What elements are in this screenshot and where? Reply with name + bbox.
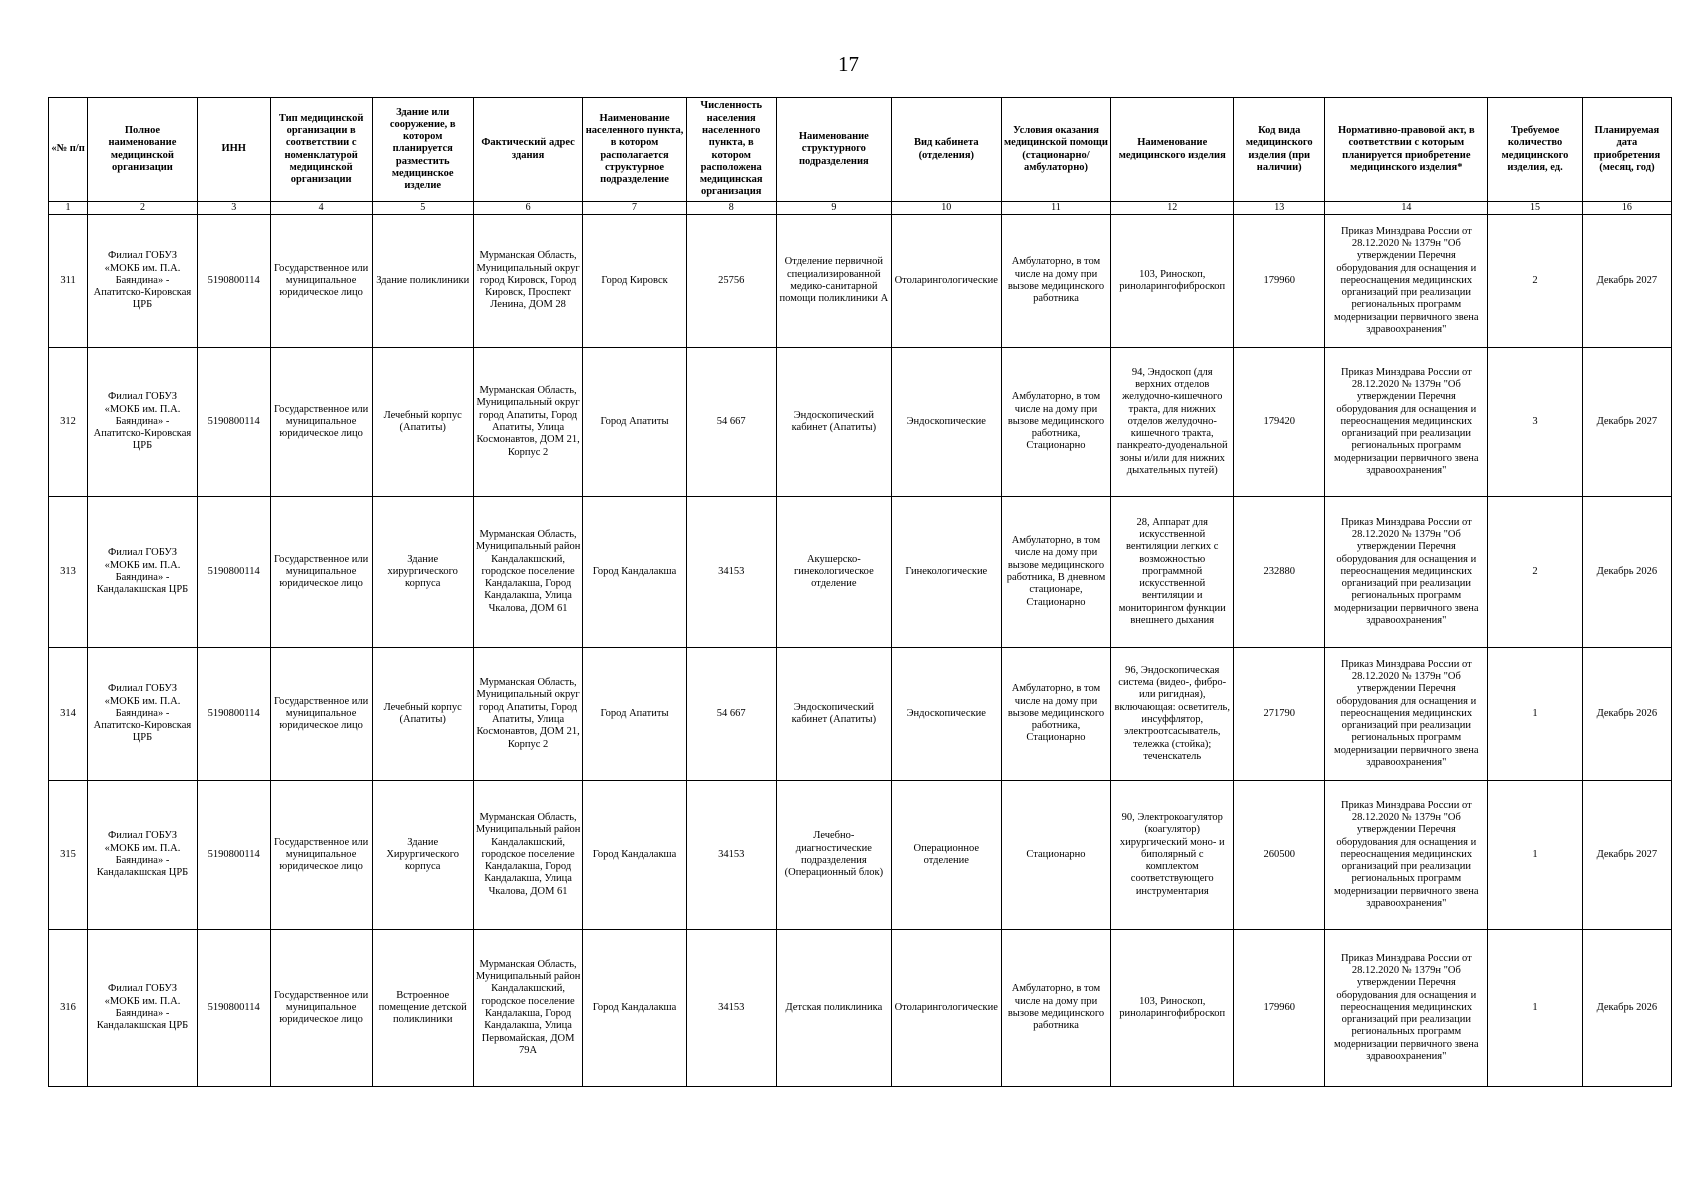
legal-act: Приказ Минздрава России от 28.12.2020 № 1379н "Об утверждении Перечня оборудования для оснащения и переоснащения медицинских организаций при реализации региональных программ модернизации первичного звена здравоохранения" [1325, 348, 1488, 497]
cabinet-type: Гинекологические [891, 497, 1001, 648]
org-type: Государственное или муниципальное юридическое лицо [270, 648, 372, 781]
care-conditions: Амбулаторно, в том числе на дому при вызове медицинского работника, Стационарно [1001, 348, 1111, 497]
quantity: 2 [1488, 215, 1583, 348]
legal-act: Приказ Минздрава России от 28.12.2020 № 1379н "Об утверждении Перечня оборудования для оснащения и переоснащения медицинских организаций при реализации региональных программ модернизации первичного звена здравоохранения" [1325, 497, 1488, 648]
device-code: 232880 [1234, 497, 1325, 648]
legal-act: Приказ Минздрава России от 28.12.2020 № 1379н "Об утверждении Перечня оборудования для оснащения и переоснащения медицинских организаций при реализации региональных программ модернизации первичного звена здравоохранения" [1325, 930, 1488, 1087]
care-conditions: Амбулаторно, в том числе на дому при вызове медицинского работника [1001, 215, 1111, 348]
purchase-date: Декабрь 2026 [1582, 648, 1671, 781]
header-cell: Планируемая дата приобретения (месяц, год) [1582, 98, 1671, 202]
header-cell: Тип медицинской организации в соответствии с номенклатурой медицинской организации [270, 98, 372, 202]
column-number: 6 [473, 202, 583, 215]
header-cell: ИНН [197, 98, 270, 202]
column-number-row [49, 202, 1672, 215]
column-number: 7 [583, 202, 686, 215]
population: 25756 [686, 215, 776, 348]
locality: Город Апатиты [583, 348, 686, 497]
org-name: Филиал ГОБУЗ «МОКБ им. П.А. Баяндина» - Апатитско-Кировская ЦРБ [88, 648, 198, 781]
device-code: 179960 [1234, 930, 1325, 1087]
row-number: 311 [49, 215, 88, 348]
org-name: Филиал ГОБУЗ «МОКБ им. П.А. Баяндина» - Кандалакшская ЦРБ [88, 930, 198, 1087]
column-number: 5 [372, 202, 473, 215]
row-number: 315 [49, 781, 88, 930]
row-number: 313 [49, 497, 88, 648]
org-name: Филиал ГОБУЗ «МОКБ им. П.А. Баяндина» - Апатитско-Кировская ЦРБ [88, 215, 198, 348]
column-number: 2 [88, 202, 198, 215]
row-number: 312 [49, 348, 88, 497]
legal-act: Приказ Минздрава России от 28.12.2020 № 1379н "Об утверждении Перечня оборудования для оснащения и переоснащения медицинских организаций при реализации региональных программ модернизации первичного звена здравоохранения" [1325, 648, 1488, 781]
header-cell: Наименование медицинского изделия [1111, 98, 1234, 202]
header-cell: Наименование структурного подразделения [776, 98, 891, 202]
header-cell: «№ п/п [49, 98, 88, 202]
column-number: 12 [1111, 202, 1234, 215]
column-number: 14 [1325, 202, 1488, 215]
device-code: 271790 [1234, 648, 1325, 781]
device-name: 103, Риноскоп, риноларингофиброскоп [1111, 930, 1234, 1087]
header-cell: Нормативно-правовой акт, в соответствии с которым планируется приобретение медицинского изделия* [1325, 98, 1488, 202]
device-name: 103, Риноскоп, риноларингофиброскоп [1111, 215, 1234, 348]
building: Здание Хирургического корпуса [372, 781, 473, 930]
device-code: 260500 [1234, 781, 1325, 930]
legal-act: Приказ Минздрава России от 28.12.2020 № 1379н "Об утверждении Перечня оборудования для оснащения и переоснащения медицинских организаций при реализации региональных программ модернизации первичного звена здравоохранения" [1325, 781, 1488, 930]
column-number: 3 [197, 202, 270, 215]
row-number: 316 [49, 930, 88, 1087]
device-name: 90, Электрокоагулятор (коагулятор) хирургический моно- и биполярный с комплектом соответствующего инструментария [1111, 781, 1234, 930]
locality: Город Апатиты [583, 648, 686, 781]
table-row [49, 930, 1672, 1087]
org-type: Государственное или муниципальное юридическое лицо [270, 348, 372, 497]
quantity: 1 [1488, 930, 1583, 1087]
locality: Город Кандалакша [583, 781, 686, 930]
structural-unit: Акушерско-гинекологическое отделение [776, 497, 891, 648]
legal-act: Приказ Минздрава России от 28.12.2020 № 1379н "Об утверждении Перечня оборудования для оснащения и переоснащения медицинских организаций при реализации региональных программ модернизации первичного звена здравоохранения" [1325, 215, 1488, 348]
column-number: 15 [1488, 202, 1583, 215]
care-conditions: Амбулаторно, в том числе на дому при вызове медицинского работника [1001, 930, 1111, 1087]
inn: 5190800114 [197, 781, 270, 930]
structural-unit: Детская поликлиника [776, 930, 891, 1087]
column-number: 10 [891, 202, 1001, 215]
address: Мурманская Область, Муниципальный округ город Апатиты, Город Апатиты, Улица Космонавтов, ДОМ 21, Корпус 2 [473, 648, 583, 781]
header-cell: Численность населения населенного пункта, в котором расположена медицинская организация [686, 98, 776, 202]
structural-unit: Отделение первичной специализированной медико-санитарной помощи поликлиники А [776, 215, 891, 348]
building: Здание поликлиники [372, 215, 473, 348]
purchase-date: Декабрь 2026 [1582, 497, 1671, 648]
column-number: 8 [686, 202, 776, 215]
header-cell: Наименование населенного пункта, в котором располагается структурное подразделение [583, 98, 686, 202]
table-row [49, 497, 1672, 648]
cabinet-type: Эндоскопические [891, 348, 1001, 497]
building: Здание хирургического корпуса [372, 497, 473, 648]
org-type: Государственное или муниципальное юридическое лицо [270, 930, 372, 1087]
column-number: 9 [776, 202, 891, 215]
cabinet-type: Операционное отделение [891, 781, 1001, 930]
column-number: 1 [49, 202, 88, 215]
population: 54 667 [686, 348, 776, 497]
inn: 5190800114 [197, 497, 270, 648]
column-number: 11 [1001, 202, 1111, 215]
purchase-date: Декабрь 2027 [1582, 215, 1671, 348]
column-number: 4 [270, 202, 372, 215]
address: Мурманская Область, Муниципальный район Кандалакшский, городское поселение Кандалакша, Город Кандалакша, Улица Чкалова, ДОМ 61 [473, 497, 583, 648]
header-row [49, 98, 1672, 202]
structural-unit: Эндоскопический кабинет (Апатиты) [776, 648, 891, 781]
quantity: 1 [1488, 781, 1583, 930]
quantity: 1 [1488, 648, 1583, 781]
population: 34153 [686, 781, 776, 930]
org-type: Государственное или муниципальное юридическое лицо [270, 497, 372, 648]
org-type: Государственное или муниципальное юридическое лицо [270, 781, 372, 930]
row-number: 314 [49, 648, 88, 781]
purchase-date: Декабрь 2026 [1582, 930, 1671, 1087]
locality: Город Кандалакша [583, 930, 686, 1087]
org-name: Филиал ГОБУЗ «МОКБ им. П.А. Баяндина» - Апатитско-Кировская ЦРБ [88, 348, 198, 497]
care-conditions: Амбулаторно, в том числе на дому при вызове медицинского работника, Стационарно [1001, 648, 1111, 781]
page-number: 17 [838, 52, 859, 76]
population: 34153 [686, 497, 776, 648]
header-cell: Здание или сооружение, в котором планируется разместить медицинское изделие [372, 98, 473, 202]
header-cell: Фактический адрес здания [473, 98, 583, 202]
table-row [49, 215, 1672, 348]
cabinet-type: Отоларингологические [891, 215, 1001, 348]
header-cell: Код вида медицинского изделия (при наличии) [1234, 98, 1325, 202]
building: Лечебный корпус (Апатиты) [372, 648, 473, 781]
column-number: 13 [1234, 202, 1325, 215]
table-row [49, 781, 1672, 930]
header-cell: Полное наименование медицинской организации [88, 98, 198, 202]
inn: 5190800114 [197, 215, 270, 348]
address: Мурманская Область, Муниципальный район Кандалакшский, городское поселение Кандалакша, Город Кандалакша, Улица Первомайская, ДОМ 79А [473, 930, 583, 1087]
locality: Город Кандалакша [583, 497, 686, 648]
inn: 5190800114 [197, 648, 270, 781]
structural-unit: Лечебно-диагностические подразделения (Операционный блок) [776, 781, 891, 930]
device-code: 179420 [1234, 348, 1325, 497]
device-code: 179960 [1234, 215, 1325, 348]
address: Мурманская Область, Муниципальный округ город Кировск, Город Кировск, Проспект Ленина, ДОМ 28 [473, 215, 583, 348]
org-type: Государственное или муниципальное юридическое лицо [270, 215, 372, 348]
device-name: 96, Эндоскопическая система (видео-, фибро- или ригидная), включающая: осветитель, инсуффлятор, электроотсасыватель, тележка (стойка); теченскатель [1111, 648, 1234, 781]
table-row [49, 648, 1672, 781]
population: 54 667 [686, 648, 776, 781]
building: Встроенное помещение детской поликлиники [372, 930, 473, 1087]
population: 34153 [686, 930, 776, 1087]
care-conditions: Амбулаторно, в том числе на дому при вызове медицинского работника, В дневном стационаре, Стационарно [1001, 497, 1111, 648]
column-number: 16 [1582, 202, 1671, 215]
header-cell: Требуемое количество медицинского изделия, ед. [1488, 98, 1583, 202]
purchase-date: Декабрь 2027 [1582, 348, 1671, 497]
table-row [49, 348, 1672, 497]
header-cell: Условия оказания медицинской помощи (стационарно/ амбулаторно) [1001, 98, 1111, 202]
org-name: Филиал ГОБУЗ «МОКБ им. П.А. Баяндина» - Кандалакшская ЦРБ [88, 781, 198, 930]
equipment-table [48, 97, 1672, 1087]
inn: 5190800114 [197, 930, 270, 1087]
care-conditions: Стационарно [1001, 781, 1111, 930]
device-name: 94, Эндоскоп (для верхних отделов желудочно-кишечного тракта, для нижних отделов желудочно-кишечного тракта, панкреато-дуоденальной зоны и/или для нижних дыхательных путей) [1111, 348, 1234, 497]
header-cell: Вид кабинета (отделения) [891, 98, 1001, 202]
quantity: 3 [1488, 348, 1583, 497]
address: Мурманская Область, Муниципальный район Кандалакшский, городское поселение Кандалакша, Город Кандалакша, Улица Чкалова, ДОМ 61 [473, 781, 583, 930]
purchase-date: Декабрь 2027 [1582, 781, 1671, 930]
device-name: 28, Аппарат для искусственной вентиляции легких с возможностью программной искусственной вентиляции и мониторингом функции внешнего дыхания [1111, 497, 1234, 648]
org-name: Филиал ГОБУЗ «МОКБ им. П.А. Баяндина» - Кандалакшская ЦРБ [88, 497, 198, 648]
address: Мурманская Область, Муниципальный округ город Апатиты, Город Апатиты, Улица Космонавтов, ДОМ 21, Корпус 2 [473, 348, 583, 497]
inn: 5190800114 [197, 348, 270, 497]
cabinet-type: Эндоскопические [891, 648, 1001, 781]
structural-unit: Эндоскопический кабинет (Апатиты) [776, 348, 891, 497]
quantity: 2 [1488, 497, 1583, 648]
cabinet-type: Отоларингологические [891, 930, 1001, 1087]
locality: Город Кировск [583, 215, 686, 348]
building: Лечебный корпус (Апатиты) [372, 348, 473, 497]
